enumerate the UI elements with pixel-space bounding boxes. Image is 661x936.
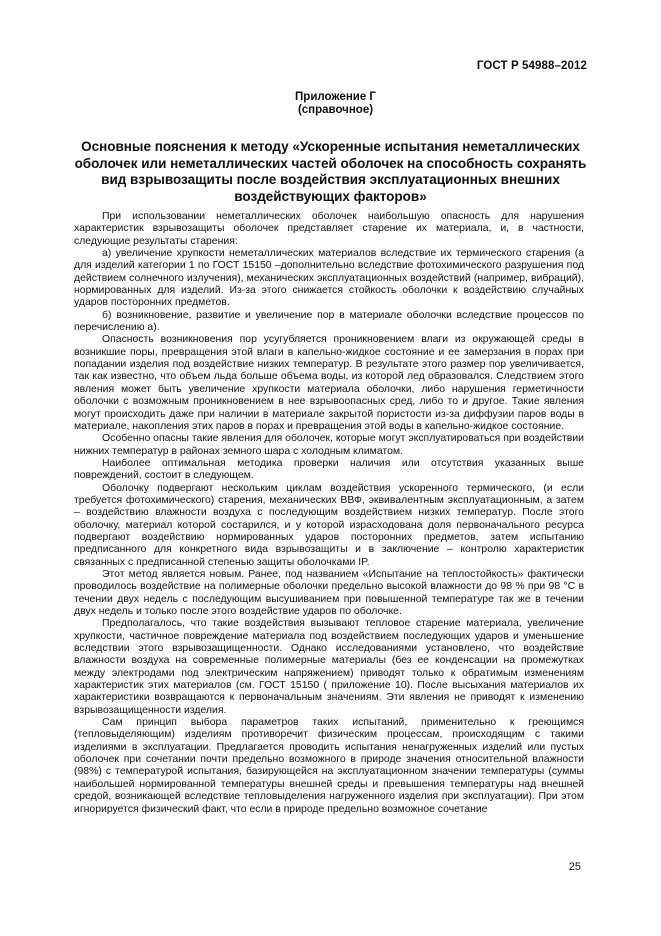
paragraph: Опасность возникновения пор усугубляется проникновением влаги из окружающей среды в возникшие поры, превращения этой влаги в капельно-жидкое состояние и ее замерзания в порах при попадании изделия под воздействие низких температур. В результате этого размер пор увеличивается, так как известно, что объем льда больше объема воды, из которой лед образовался. Следствием этого явления может быть увеличение хрупкости материала оболочки, либо нарушения герметичности оболочки с возможным проникновением в нее взрывоопасных сред, либо то и другое. Такие явления могут происходить даже при наличии в материале закрытой пористости из-за диффузии паров воды в материале, накопления этих паров в порах и превращения этой воды в капельно-жидкое состояние. bbox=[74, 334, 584, 432]
body-text bbox=[74, 211, 584, 816]
paragraph: При использовании неметаллических оболочек наибольшую опасность для нарушения характеристик взрывозащиты оболочек представляет старение их материала, и, в частности, следующие результаты старения: bbox=[74, 211, 584, 247]
section-title: Основные пояснения к методу «Ускоренные испытания неметаллических оболочек или неметаллических частей оболочек на способность сохранять вид взрывозащиты после воздействия эксплуатационных внешних воздействующих факторов» bbox=[74, 139, 587, 204]
paragraph: Наиболее оптимальная методика проверки наличия или отсутствия указанных выше повреждений, состоит в следующем. bbox=[74, 457, 584, 482]
paragraph: Предполагалось, что такие воздействия вызывают тепловое старение материала, увеличение хрупкости, частичное повреждение материала под воздействием последующих ударов и уменьшение вследствии этого взрывозащищенности. Однако исследованиями установлено, что воздействие влажности воздуха на современные полимерные материалы (без ее конденсации на промежутках между электродами под электрическим напряжением) приводят только к обратимым изменениям характеристик этих материалов (см. ГОСТ 15150 ( приложение 10). После высыхания материалов их характеристики возвращаются к первоначальным значениям. Эти явления не приводят к изменению взрывозащищенности изделия. bbox=[74, 618, 584, 716]
appendix-heading bbox=[0, 91, 661, 117]
page-number: 25 bbox=[568, 861, 581, 873]
paragraph: б) возникновение, развитие и увеличение пор в материале оболочки вследствие процессов по перечислению а). bbox=[74, 309, 584, 334]
paragraph: а) увеличение хрупкости неметаллических материалов вследствие их термического старения (а для изделий категории 1 по ГОСТ 15150 –дополнительно вследствие фотохимического разрушения под действием солнечного излучения), механических эксплуатационных воздействий (например, вибраций), нормированных для изделий. Из-за этого снижается стойкость оболочки к воздействию случайных ударов посторонних предметов. bbox=[74, 248, 584, 309]
appendix-label: Приложение Г bbox=[295, 91, 376, 103]
paragraph: Оболочку подвергают нескольким циклам воздействия ускоренного термического, (и если требуется фотохимического) старения, механических ВВФ, эквивалентным эксплуатационным, а затем – воздействию влажности воздуха с последующим воздействием низких температур. После этого оболочку, материал которой состарился, и у которой израсходована доля первоначального ресурса подвергают воздействию нормированных ударов посторонних предметов, затем испытанию предписанного для конкретного вида взрывозащиты и в заключение – контролю характеристик связанных с предписанной степенью защиты оболочками IP. bbox=[74, 482, 584, 568]
paragraph: Сам принцип выбора параметров таких испытаний, применительно к греющимся (тепловыделяющим) изделиям противоречит физическим процессам, происходящим с такими изделиями в эксплуатации. Предлагается проводить испытания ненагруженных изделий или пустых оболочек при сочетании почти предельно возможного в природе значения относительной влажности (98%) с температурой испытания, базирующейся на эксплуатационном значении температуры (суммы наибольшей нормированной температуры внешней среды и превышения температуры над внешней средой, возникающей вследствие тепловыделения нагруженного изделия при эксплуатации). При этом игнорируется физический факт, что если в природе предельно возможное сочетание bbox=[74, 717, 584, 815]
paragraph: Этот метод является новым. Ранее, под названием «Испытание на теплостойкость» фактически проводилось воздействие на полимерные оболочки предельно высокой влажности до 98 % при 98 °С в течении двух недель с последующим высушиванием при повышенной температуре так же в течении двух недель и только после этого воздействие ударов по оболочке. bbox=[74, 568, 584, 617]
paragraph: Особенно опасны такие явления для оболочек, которые могут эксплуатироваться при воздействии нижних температур в районах земного шара с холодным климатом. bbox=[74, 433, 584, 457]
appendix-type: (справочное) bbox=[297, 104, 374, 116]
standard-code: ГОСТ Р 54988–2012 bbox=[476, 60, 587, 72]
